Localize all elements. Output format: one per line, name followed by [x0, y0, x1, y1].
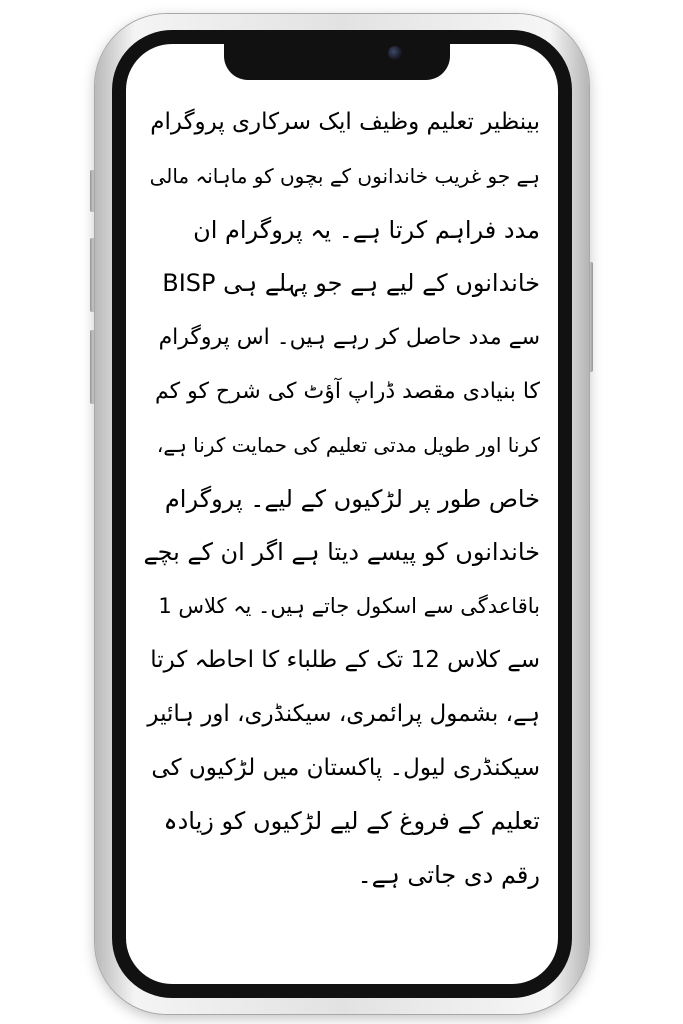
article-line: کا بنیادی مقصد ڈراپ آؤٹ کی شرح کو کم — [154, 378, 540, 404]
front-camera-icon — [388, 46, 402, 60]
article-line: ہے جو غریب خاندانوں کے بچوں کو ماہانہ مالی — [149, 163, 540, 188]
article-line: سے کلاس 12 تک کے طلباء کا احاطہ کرتا — [150, 646, 540, 673]
article-line: بینظیر تعلیم وظیف ایک سرکاری پروگرام — [150, 109, 540, 135]
article-text — [144, 96, 540, 903]
article-line: مدد فراہم کرتا ہے۔ یہ پروگرام ان — [193, 215, 540, 244]
article-line: خاندانوں کے لیے ہے جو پہلے ہی BISP — [162, 269, 540, 298]
article-line: کرنا اور طویل مدتی تعلیم کی حمایت کرنا ہے، — [156, 432, 540, 457]
article-line: سیکنڈری لیول۔ پاکستان میں لڑکیوں کی — [151, 754, 540, 781]
article-line: تعلیم کے فروغ کے لیے لڑکیوں کو زیادہ — [163, 807, 540, 836]
article-line: باقاعدگی سے اسکول جاتے ہیں۔ یہ کلاس 1 — [158, 594, 540, 619]
article-line: خاندانوں کو پیسے دیتا ہے اگر ان کے بچے — [144, 538, 540, 567]
phone-notch — [224, 40, 450, 80]
article-line: رقم دی جاتی ہے۔ — [357, 861, 540, 890]
article-line: سے مدد حاصل کر رہے ہیں۔ اس پروگرام — [158, 325, 540, 351]
article-line: ہے، بشمول پرائمری، سیکنڈری، اور ہائیر — [147, 700, 540, 727]
article-line: خاص طور پر لڑکیوں کے لیے۔ پروگرام — [164, 484, 540, 513]
